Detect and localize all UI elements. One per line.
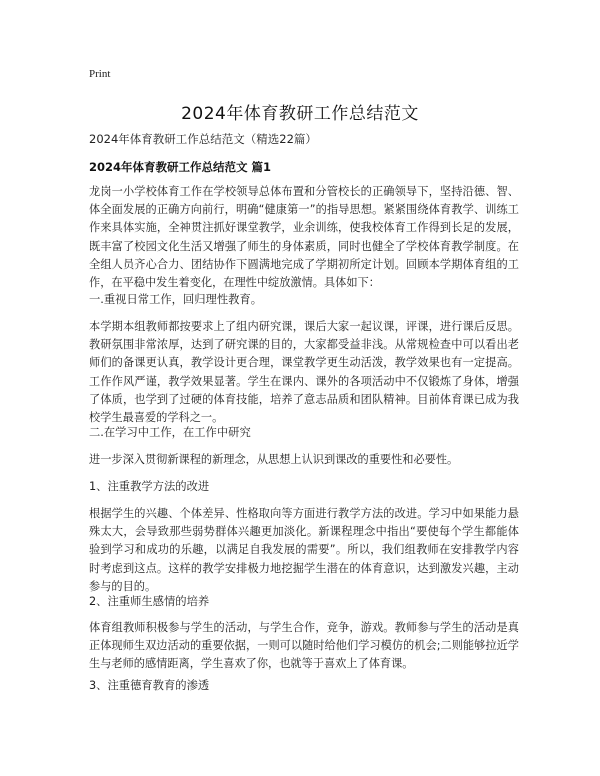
intro-paragraph: 龙岗一小学校体育工作在学校领导总体布置和分管校长的正确领导下，坚持沿德、智、体全面发展的正确方向前行，明确“健康第一”的指导思想。紧紧围绕体育教学、训练工作来具体实施，全神贯注抓好课堂教学，业余训练，使我校体育工作得到长足的发展，既丰富了校园文化生活又增强了师生的身体素质，同时也健全了学校体育教学制度。在全组人员齐心合力、团结协作下圆满地完成了学期初所定计划。回顾本学期体育组的工作，在平稳中发生着变化，在理性中绽放激情。具体如下：	[89, 185, 519, 290]
section-title: 2024年体育教研工作总结范文 篇1	[89, 160, 272, 174]
paragraph-teaching-method: 根据学生的兴趣、个体差异、性格取向等方面进行教学方法的改进。学习中如果能力悬殊太大，会导致那些弱势群体兴趣更加淡化。新课程理念中指出“要使每个学生都能体验到学习和成功的乐趣，以满足自我发展的需要”。所以，我们组教师在安排教学内容时考虑到这点。这样的教学安排极力地挖掘学生潜在的体育意识，达到激发兴趣，主动参与的目的。	[89, 507, 519, 593]
heading-teacher-student-relation: 2、注重师生感情的培养	[89, 595, 210, 608]
paragraph-part-two: 进一步深入贯彻新课程的新理念，从思想上认识到课改的重要性和必要性。	[89, 453, 459, 466]
heading-moral-education: 3、注重德育教育的渗透	[89, 679, 210, 692]
page-title: 2024年体育教研工作总结范文	[181, 104, 419, 124]
heading-part-one: 一.重视日常工作，回归理性教育。	[89, 293, 263, 306]
heading-teaching-method: 1、注重教学方法的改进	[89, 480, 210, 493]
heading-part-two: 二.在学习中工作，在工作中研究	[89, 426, 251, 439]
paragraph-teacher-student-relation: 体育组教师积极参与学生的活动，与学生合作，竞争，游戏。教师参与学生的活动是真正体现师生双边活动的重要依据，一则可以随时给他们学习模仿的机会;二则能够拉近学生与老师的感情距离，学生喜欢了你，也就等于喜欢上了体育课。	[89, 621, 519, 671]
print-link[interactable]: Print	[89, 68, 111, 80]
paragraph-part-one: 本学期本组教师都按要求上了组内研究课，课后大家一起议课，评课，进行课后反思。教研氛围非常浓厚，达到了研究课的目的，大家都受益非浅。从常规检查中可以看出老师们的备课更认真，教学设计更合理，课堂教学更生动活泼，教学效果也有一定提高。工作作风严谨，教学效果显著。学生在课内、课外的各项活动中不仅锻炼了身体，增强了体质，也学到了过硬的体育技能，培养了意志品质和团队精神。目前体育课已成为我校学生最喜爱的学科之一。	[89, 320, 519, 425]
document-subtitle: 2024年体育教研工作总结范文（精选22篇）	[89, 132, 317, 146]
